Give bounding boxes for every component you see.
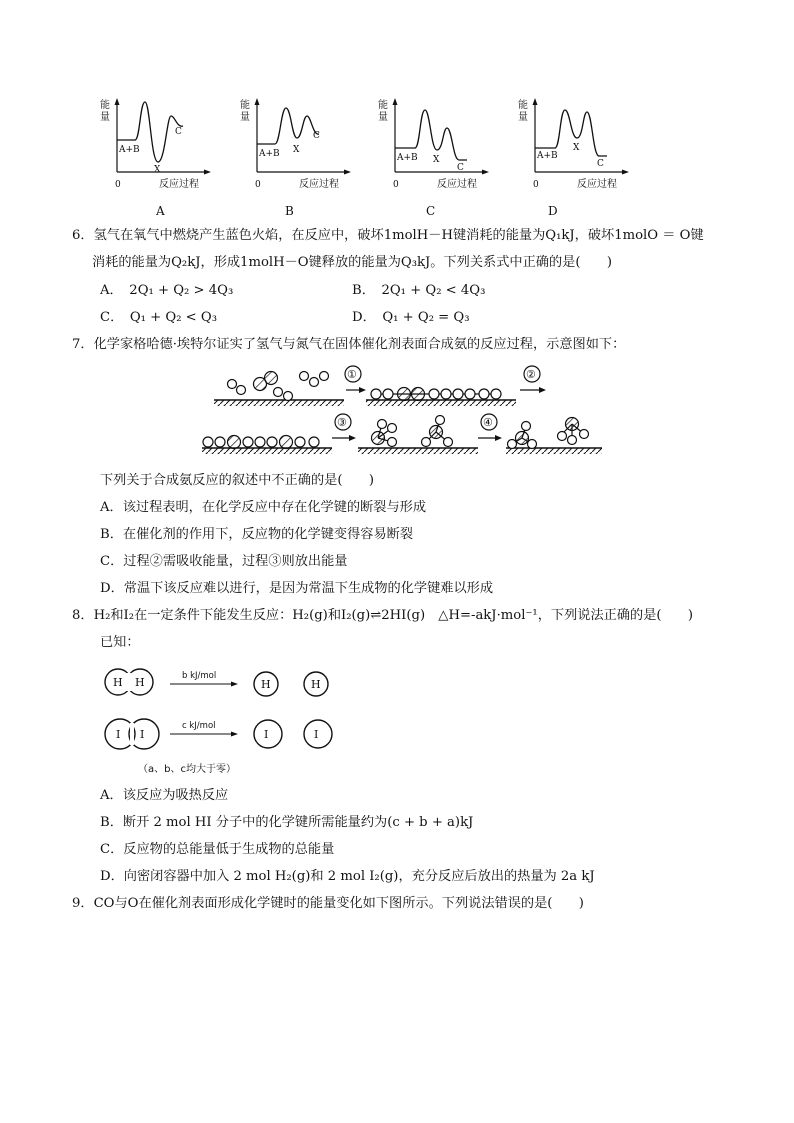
- h-bond-energy: b kJ/mol: [182, 671, 217, 681]
- ammonia-synthesis-diagram: [196, 362, 606, 462]
- q8-stem: 8．H₂和I₂在一定条件下能发生反应：H₂(g)和I₂(g)⇌2HI(g) △H=-akJ·mol⁻¹，下列说法正确的是( ): [72, 608, 694, 623]
- q7-option-a: A．该过程表明，在化学反应中存在化学键的断裂与形成: [100, 500, 427, 515]
- energy-graph-b: [235, 94, 355, 194]
- step-label-3: ③: [337, 416, 347, 429]
- origin-label: 0: [533, 180, 539, 190]
- bond-energy-diagram: [100, 660, 350, 780]
- product-label: C: [313, 131, 320, 141]
- intermediate-label: X: [573, 143, 580, 153]
- origin-label: 0: [255, 180, 261, 190]
- reactant-label: A+B: [259, 149, 280, 159]
- intermediate-label: X: [293, 145, 300, 155]
- graph-option-b: B: [285, 204, 294, 218]
- graph-option-a: A: [156, 204, 165, 218]
- product-label: C: [175, 127, 182, 137]
- x-axis-label: 反应过程: [577, 179, 617, 190]
- y-label-2: 量: [378, 112, 388, 123]
- q9-stem: 9．CO与O在催化剂表面形成化学键时的能量变化如下图所示。下列说法错误的是( ): [72, 896, 584, 911]
- energy-graph-a: [95, 94, 215, 194]
- q8-option-a: A．该反应为吸热反应: [100, 788, 229, 803]
- origin-label: 0: [115, 180, 121, 190]
- step-label-2: ②: [526, 368, 536, 381]
- x-axis-label: 反应过程: [437, 179, 477, 190]
- h-atom-label: H: [113, 676, 123, 689]
- i-atom-label: I: [116, 728, 121, 741]
- h-atom-label: H: [311, 678, 321, 691]
- q8-option-b: B．断开 2 mol HI 分子中的化学键所需能量约为(c + b + a)kJ: [100, 815, 474, 830]
- q7-option-d: D．常温下该反应难以进行，是因为常温下生成物的化学键难以形成: [100, 581, 494, 596]
- y-label-2: 量: [518, 112, 528, 123]
- q8-known: 已知：: [100, 635, 140, 650]
- q6-option-b: B． 2Q₁ + Q₂ < 4Q₃: [352, 283, 486, 298]
- graph-option-c: C: [426, 204, 436, 218]
- y-label-2: 量: [100, 112, 110, 123]
- q7-question: 下列关于合成氨反应的叙述中不正确的是( ): [100, 473, 375, 488]
- step-label-1: ①: [347, 368, 357, 381]
- i-atom-label: I: [314, 728, 319, 741]
- graph-option-d: D: [548, 204, 558, 218]
- i-atom-label: I: [264, 728, 269, 741]
- energy-graph-d: [513, 94, 633, 194]
- reactant-label: A+B: [397, 153, 418, 163]
- y-label-1: 能: [518, 100, 528, 111]
- x-axis-label: 反应过程: [159, 179, 199, 190]
- q6-stem-line1: 6．氢气在氧气中燃烧产生蓝色火焰，在反应中，破坏1molH－H键消耗的能量为Q₁kJ，破坏1molO ＝ O键: [72, 228, 704, 243]
- y-label-2: 量: [240, 112, 250, 123]
- step-label-4: ④: [483, 416, 493, 429]
- reactant-label: A+B: [537, 151, 558, 161]
- product-label: C: [457, 163, 464, 173]
- q7-stem: 7．化学家格哈德·埃特尔证实了氢气与氮气在固体催化剂表面合成氨的反应过程，示意图如下：: [72, 337, 626, 352]
- x-axis-label: 反应过程: [299, 179, 339, 190]
- q6-option-d: D． Q₁ + Q₂ = Q₃: [352, 310, 470, 325]
- intermediate-label: X: [154, 165, 161, 175]
- h-atom-label: H: [135, 676, 145, 689]
- i-bond-energy: c kJ/mol: [182, 721, 216, 731]
- y-label-1: 能: [240, 100, 250, 111]
- q8-option-d: D．向密闭容器中加入 2 mol H₂(g)和 2 mol I₂(g)，充分反应后放出的热量为 2a kJ: [100, 869, 595, 884]
- q7-option-b: B．在催化剂的作用下，反应物的化学键变得容易断裂: [100, 527, 414, 542]
- reactant-label: A+B: [119, 145, 140, 155]
- y-label-1: 能: [100, 100, 110, 111]
- intermediate-label: X: [433, 155, 440, 165]
- q7-option-c: C．过程②需吸收能量，过程③则放出能量: [100, 554, 348, 569]
- q8-option-c: C．反应物的总能量低于生成物的总能量: [100, 842, 335, 857]
- energy-graph-c: [373, 94, 493, 194]
- h-atom-label: H: [261, 678, 271, 691]
- constants-note: （a、b、c均大于零）: [138, 764, 236, 775]
- q6-option-a: A． 2Q₁ + Q₂ > 4Q₃: [100, 283, 234, 298]
- q6-stem-line2: 消耗的能量为Q₂kJ，形成1molH－O键释放的能量为Q₃kJ。下列关系式中正确的是( ): [92, 255, 613, 270]
- i-atom-label: I: [140, 728, 145, 741]
- origin-label: 0: [393, 180, 399, 190]
- q6-option-c: C． Q₁ + Q₂ < Q₃: [100, 310, 218, 325]
- y-label-1: 能: [378, 100, 388, 111]
- product-label: C: [597, 159, 604, 169]
